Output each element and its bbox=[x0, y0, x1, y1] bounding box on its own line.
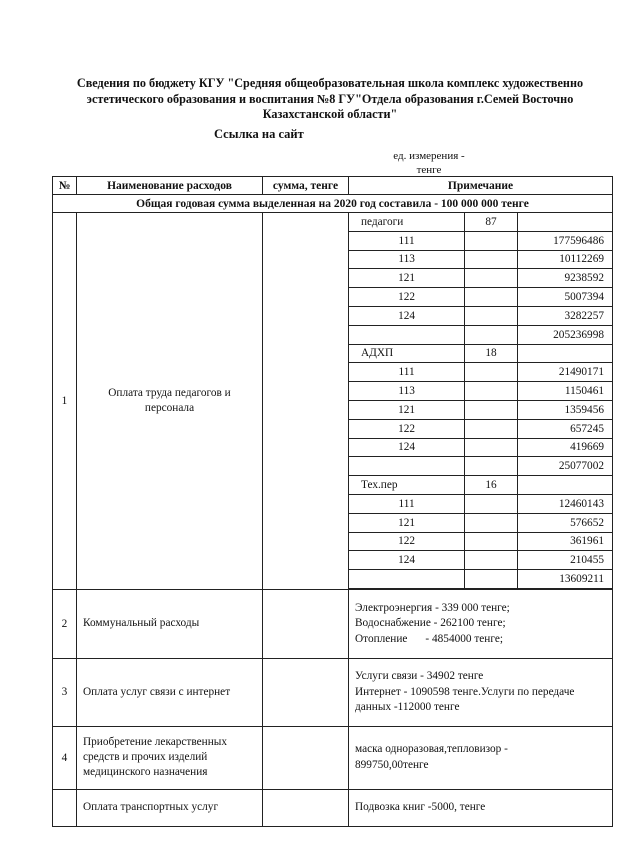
name-line: Приобретение лекарственных bbox=[83, 736, 227, 749]
code-amount: 576652 bbox=[517, 513, 612, 532]
empty-cell bbox=[517, 476, 612, 495]
row-number: 1 bbox=[53, 213, 77, 590]
amount-cell bbox=[263, 726, 349, 789]
budget-code: 111 bbox=[349, 363, 465, 382]
empty-cell bbox=[465, 419, 518, 438]
empty-cell bbox=[465, 363, 518, 382]
budget-code: 124 bbox=[349, 551, 465, 570]
staff-count: 18 bbox=[465, 344, 518, 363]
name-line: медицинского назначения bbox=[83, 766, 208, 779]
empty-cell bbox=[465, 306, 518, 325]
code-amount: 657245 bbox=[517, 419, 612, 438]
code-amount: 1150461 bbox=[517, 382, 612, 401]
budget-code-row bbox=[349, 400, 612, 419]
staff-count: 16 bbox=[465, 476, 518, 495]
budget-code-row bbox=[349, 306, 612, 325]
budget-code-row bbox=[349, 250, 612, 269]
note-line bbox=[355, 632, 606, 648]
code-amount: 10112269 bbox=[517, 250, 612, 269]
empty-cell bbox=[465, 269, 518, 288]
note-line: Услуги связи - 34902 тенге bbox=[355, 670, 484, 683]
note-line: данных -112000 тенге bbox=[355, 701, 460, 714]
header-expense-name: Наименование расходов bbox=[77, 177, 263, 195]
title-line: Сведения по бюджету КГУ "Средняя общеобразовательная школа комплекс художественно bbox=[76, 76, 584, 90]
code-amount: 5007394 bbox=[517, 288, 612, 307]
empty-cell bbox=[465, 532, 518, 551]
staff-group-label: АДХП bbox=[349, 344, 465, 363]
code-amount: 12460143 bbox=[517, 494, 612, 513]
staff-count: 87 bbox=[465, 213, 518, 231]
empty-cell bbox=[349, 325, 465, 344]
document-title bbox=[50, 76, 610, 123]
table-row bbox=[53, 789, 613, 826]
unit-label bbox=[384, 149, 474, 177]
budget-code: 122 bbox=[349, 419, 465, 438]
budget-code-row bbox=[349, 269, 612, 288]
budget-code-row bbox=[349, 513, 612, 532]
code-amount: 210455 bbox=[517, 551, 612, 570]
site-link-label: Ссылка на сайт bbox=[214, 127, 304, 141]
code-amount: 1359456 bbox=[517, 400, 612, 419]
salary-breakdown-table bbox=[349, 213, 612, 589]
amount-cell bbox=[263, 789, 349, 826]
empty-cell bbox=[465, 382, 518, 401]
code-amount: 177596486 bbox=[517, 231, 612, 250]
annual-total-summary: Общая годовая сумма выделенная на 2020 год составила - 100 000 000 тенге bbox=[53, 195, 613, 213]
note-line: Электроэнергия - 339 000 тенге; bbox=[355, 601, 510, 614]
group-total: 205236998 bbox=[517, 325, 612, 344]
budget-code-row bbox=[349, 288, 612, 307]
budget-code-row bbox=[349, 382, 612, 401]
expense-name: Оплата услуг связи с интернет bbox=[77, 658, 263, 726]
budget-code-row bbox=[349, 438, 612, 457]
note-line: 899750,00тенге bbox=[355, 758, 429, 771]
budget-code-row bbox=[349, 363, 612, 382]
note-line: маска одноразовая,тепловизор - bbox=[355, 743, 508, 756]
heating-value: - 4854000 тенге; bbox=[425, 632, 503, 645]
table-header-row bbox=[53, 177, 613, 195]
empty-cell bbox=[465, 250, 518, 269]
heating-label: Отопление bbox=[355, 632, 408, 645]
table-row bbox=[53, 213, 613, 590]
empty-cell bbox=[517, 213, 612, 231]
budget-code: 121 bbox=[349, 513, 465, 532]
code-amount: 3282257 bbox=[517, 306, 612, 325]
budget-code-row bbox=[349, 231, 612, 250]
header-number: № bbox=[53, 177, 77, 195]
budget-code: 124 bbox=[349, 306, 465, 325]
empty-cell bbox=[465, 288, 518, 307]
budget-code: 124 bbox=[349, 438, 465, 457]
empty-cell bbox=[465, 570, 518, 589]
staff-group-label: Тех.пер bbox=[349, 476, 465, 495]
row-number: 4 bbox=[53, 726, 77, 789]
table-row bbox=[53, 726, 613, 789]
amount-cell bbox=[263, 213, 349, 590]
empty-cell bbox=[465, 325, 518, 344]
summary-row bbox=[53, 195, 613, 213]
empty-cell bbox=[465, 457, 518, 476]
expense-name bbox=[77, 726, 263, 789]
note-line: Интернет - 1090598 тенге.Услуги по передаче bbox=[355, 685, 575, 698]
empty-cell bbox=[465, 494, 518, 513]
group-total-row bbox=[349, 457, 612, 476]
budget-code-row bbox=[349, 419, 612, 438]
empty-cell bbox=[465, 400, 518, 419]
header-note: Примечание bbox=[349, 177, 613, 195]
note-cell bbox=[349, 658, 613, 726]
amount-cell bbox=[263, 589, 349, 658]
budget-code-row bbox=[349, 551, 612, 570]
unit-line: тенге bbox=[416, 164, 442, 176]
budget-code: 113 bbox=[349, 382, 465, 401]
empty-cell bbox=[349, 570, 465, 589]
expense-name: Оплата труда педагогов и персонала bbox=[77, 213, 263, 590]
staff-group-row bbox=[349, 476, 612, 495]
empty-cell bbox=[465, 231, 518, 250]
name-line: средств и прочих изделий bbox=[83, 751, 208, 764]
row-number bbox=[53, 789, 77, 826]
budget-code-row bbox=[349, 532, 612, 551]
empty-cell bbox=[349, 457, 465, 476]
code-amount: 21490171 bbox=[517, 363, 612, 382]
budget-code-row bbox=[349, 494, 612, 513]
note-cell bbox=[349, 589, 613, 658]
table-row bbox=[53, 658, 613, 726]
salary-breakdown bbox=[349, 213, 613, 590]
code-amount: 9238592 bbox=[517, 269, 612, 288]
note-cell bbox=[349, 726, 613, 789]
budget-code: 121 bbox=[349, 269, 465, 288]
group-total: 25077002 bbox=[517, 457, 612, 476]
title-line: Казахстанской области" bbox=[262, 107, 398, 121]
budget-code: 113 bbox=[349, 250, 465, 269]
budget-table bbox=[52, 176, 613, 827]
table-row bbox=[53, 589, 613, 658]
amount-cell bbox=[263, 658, 349, 726]
empty-cell bbox=[465, 551, 518, 570]
staff-group-row bbox=[349, 344, 612, 363]
budget-code: 122 bbox=[349, 288, 465, 307]
empty-cell bbox=[465, 513, 518, 532]
empty-cell bbox=[465, 438, 518, 457]
budget-code: 111 bbox=[349, 494, 465, 513]
group-total-row bbox=[349, 570, 612, 589]
note-line: Водоснабжение - 262100 тенге; bbox=[355, 617, 506, 630]
code-amount: 419669 bbox=[517, 438, 612, 457]
code-amount: 361961 bbox=[517, 532, 612, 551]
budget-code: 121 bbox=[349, 400, 465, 419]
expense-name: Оплата транспортных услуг bbox=[77, 789, 263, 826]
budget-code: 122 bbox=[349, 532, 465, 551]
staff-group-label: педагоги bbox=[349, 213, 465, 231]
expense-name: Коммунальный расходы bbox=[77, 589, 263, 658]
row-number: 2 bbox=[53, 589, 77, 658]
staff-group-row bbox=[349, 213, 612, 231]
budget-code: 111 bbox=[349, 231, 465, 250]
empty-cell bbox=[517, 344, 612, 363]
row-number: 3 bbox=[53, 658, 77, 726]
note-line: Подвозка книг -5000, тенге bbox=[355, 801, 486, 814]
header-amount: сумма, тенге bbox=[263, 177, 349, 195]
group-total: 13609211 bbox=[517, 570, 612, 589]
note-cell bbox=[349, 789, 613, 826]
title-line: эстетического образования и воспитания №8 ГУ"Отдела образования г.Семей Восточно bbox=[86, 91, 574, 106]
unit-line: ед. измерения - bbox=[393, 150, 465, 162]
group-total-row bbox=[349, 325, 612, 344]
